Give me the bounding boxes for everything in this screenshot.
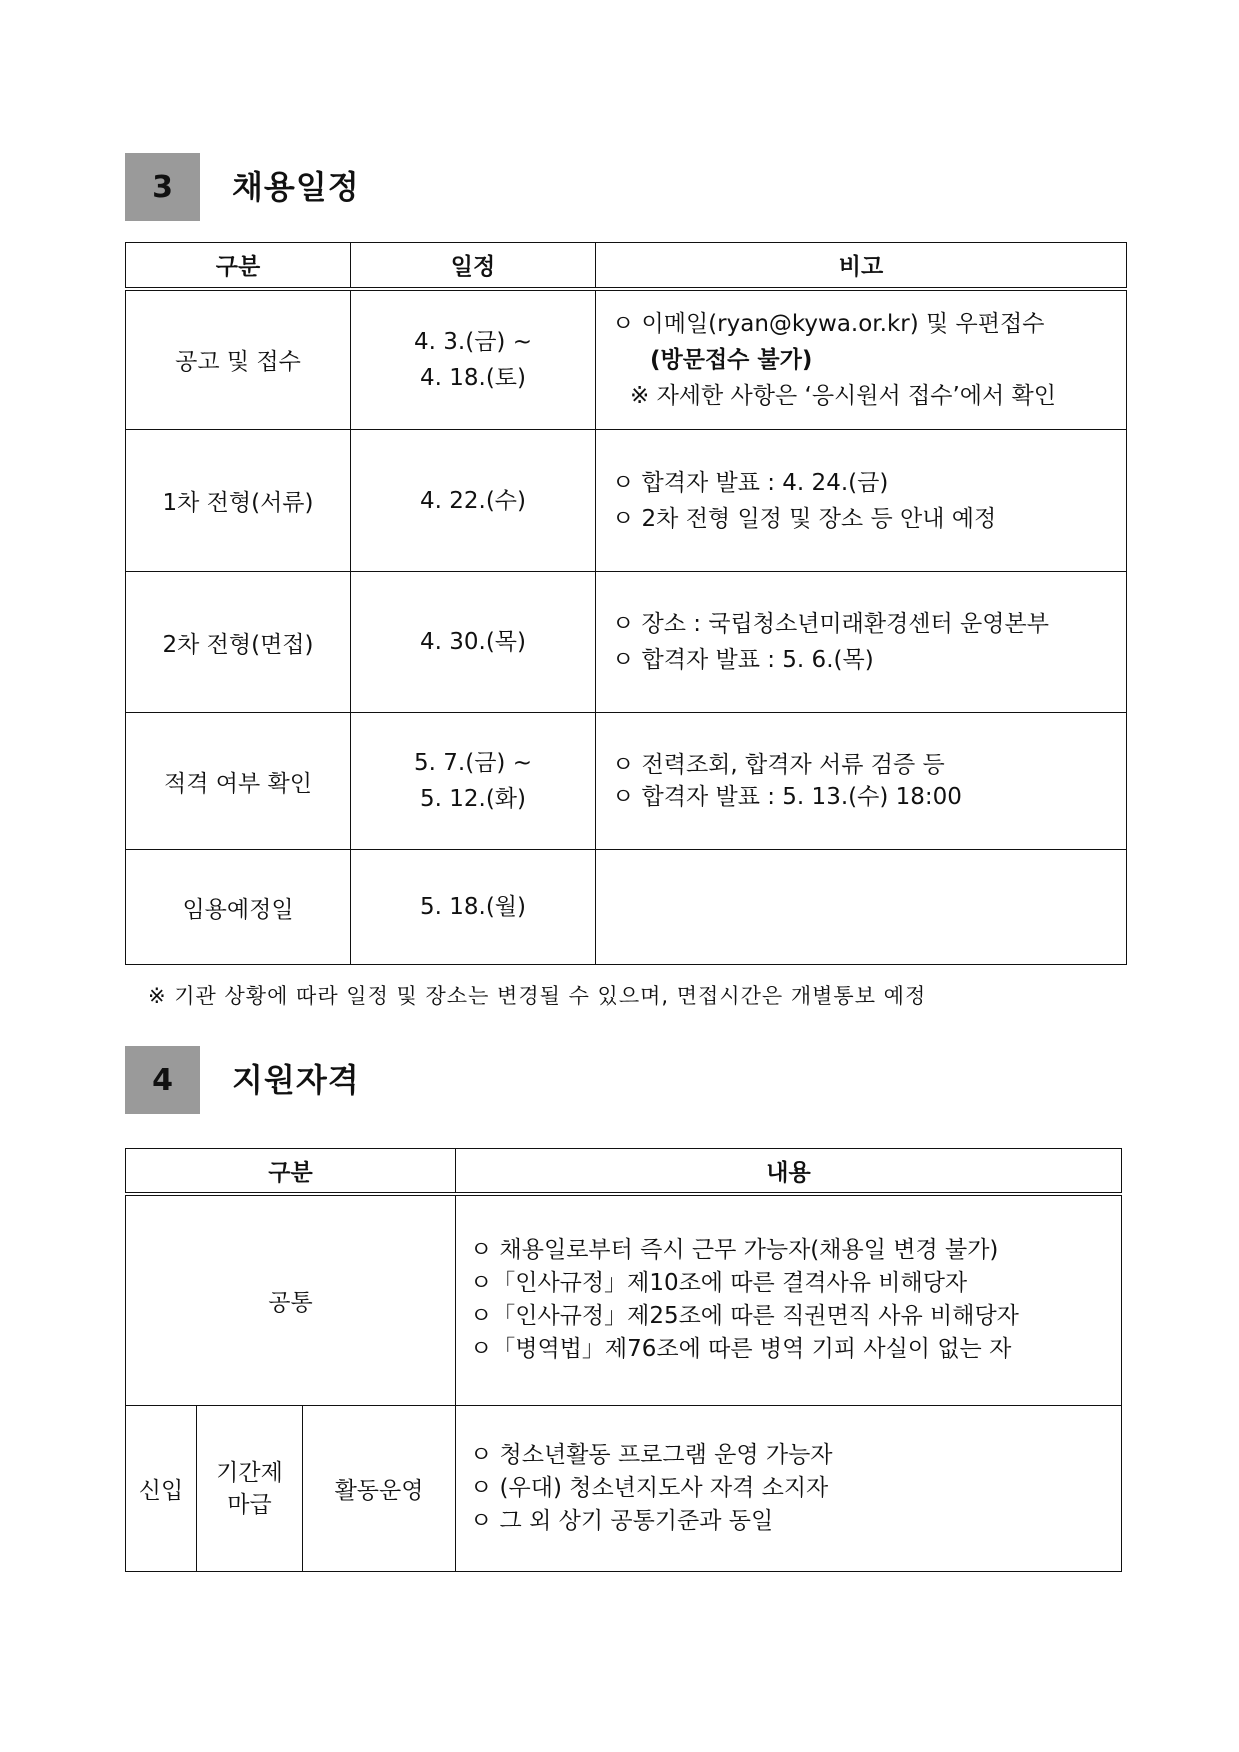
newhire-type (197, 1406, 303, 1572)
note-line: ㅇ 합격자 발표 : 5. 13.(수) 18:00 (612, 784, 962, 810)
row-category: 1차 전형(서류) (126, 430, 351, 572)
row-notes (596, 713, 1127, 850)
qualification-item: ㅇ 그 외 상기 공통기준과 동일 (470, 1508, 774, 1534)
common-label: 공통 (126, 1194, 456, 1406)
qualification-item: ㅇ 청소년활동 프로그램 운영 가능자 (470, 1442, 833, 1468)
section3-title: 채용일정 (232, 168, 360, 206)
newhire-type-line: 마급 (227, 1491, 272, 1518)
qualification-item: ㅇ (우대) 청소년지도사 자격 소지자 (470, 1475, 829, 1501)
note-line: ㅇ 합격자 발표 : 4. 24.(금) (612, 469, 889, 496)
qualification-item: ㅇ「병역법」제76조에 따른 병역 기피 사실이 없는 자 (470, 1336, 1012, 1363)
row-category: 2차 전형(면접) (126, 572, 351, 713)
note-line: ㅇ 장소 : 국립청소년미래환경센터 운영본부 (612, 611, 1049, 637)
row-schedule (351, 430, 596, 572)
row-notes (596, 289, 1127, 430)
qualification-item: ㅇ 채용일로부터 즉시 근무 가능자(채용일 변경 불가) (470, 1237, 999, 1264)
schedule-row (126, 430, 1127, 572)
row-notes-empty (596, 850, 1127, 965)
qualification-table (125, 1148, 1122, 1572)
row-notes (596, 430, 1127, 572)
common-items (456, 1194, 1122, 1406)
schedule-line: 4. 18.(토) (420, 364, 526, 391)
header-schedule: 일정 (351, 243, 596, 289)
section4-number: 4 (125, 1046, 200, 1114)
header-notes: 비고 (596, 243, 1127, 289)
section4-title: 지원자격 (232, 1061, 360, 1099)
row-schedule (351, 713, 596, 850)
section3-heading (125, 153, 825, 221)
newhire-role: 활동운영 (303, 1406, 456, 1572)
schedule-line: 5. 12.(화) (420, 786, 526, 812)
row-schedule (351, 289, 596, 430)
schedule-row (126, 572, 1127, 713)
newhire-label: 신입 (126, 1406, 197, 1572)
note-line: ㅇ 2차 전형 일정 및 장소 등 안내 예정 (612, 505, 997, 532)
schedule-footnote: ※ 기관 상황에 따라 일정 및 장소는 변경될 수 있으며, 면접시간은 개별통보 예정 (148, 984, 927, 1008)
schedule-line: 5. 7.(금) ~ (414, 750, 532, 776)
note-line: ㅇ 이메일(ryan@kywa.or.kr) 및 우편접수 (612, 310, 1045, 337)
row-schedule (351, 850, 596, 965)
header-category: 구분 (126, 1149, 456, 1194)
schedule-table (125, 242, 1127, 965)
schedule-row (126, 713, 1127, 850)
header-category: 구분 (126, 243, 351, 289)
row-schedule (351, 572, 596, 713)
qualification-row-newhire (126, 1406, 1122, 1572)
schedule-row (126, 850, 1127, 965)
schedule-line: 4. 3.(금) ~ (414, 328, 532, 355)
schedule-line: 4. 30.(목) (420, 629, 526, 655)
note-line: ㅇ 전력조회, 합격자 서류 검증 등 (612, 752, 945, 778)
schedule-line: 5. 18.(월) (420, 894, 526, 920)
row-notes (596, 572, 1127, 713)
header-content: 내용 (456, 1149, 1122, 1194)
qualification-header-row (126, 1149, 1122, 1194)
newhire-items (456, 1406, 1122, 1572)
schedule-header-row (126, 243, 1127, 289)
qualification-row-common (126, 1194, 1122, 1406)
section3-number: 3 (125, 153, 200, 221)
row-category: 임용예정일 (126, 850, 351, 965)
note-line-bold: (방문접수 불가) (650, 346, 813, 373)
note-line-reference: ※ 자세한 사항은 ‘응시원서 접수’에서 확인 (630, 382, 1056, 409)
newhire-type-line: 기간제 (216, 1459, 283, 1486)
row-category: 공고 및 접수 (126, 289, 351, 430)
qualification-item: ㅇ「인사규정」제10조에 따른 결격사유 비해당자 (470, 1270, 968, 1297)
note-line: ㅇ 합격자 발표 : 5. 6.(목) (612, 647, 874, 673)
schedule-row (126, 289, 1127, 430)
qualification-item: ㅇ「인사규정」제25조에 따른 직권면직 사유 비해당자 (470, 1303, 1019, 1330)
section4-heading (125, 1046, 825, 1114)
row-category: 적격 여부 확인 (126, 713, 351, 850)
schedule-line: 4. 22.(수) (420, 487, 526, 514)
